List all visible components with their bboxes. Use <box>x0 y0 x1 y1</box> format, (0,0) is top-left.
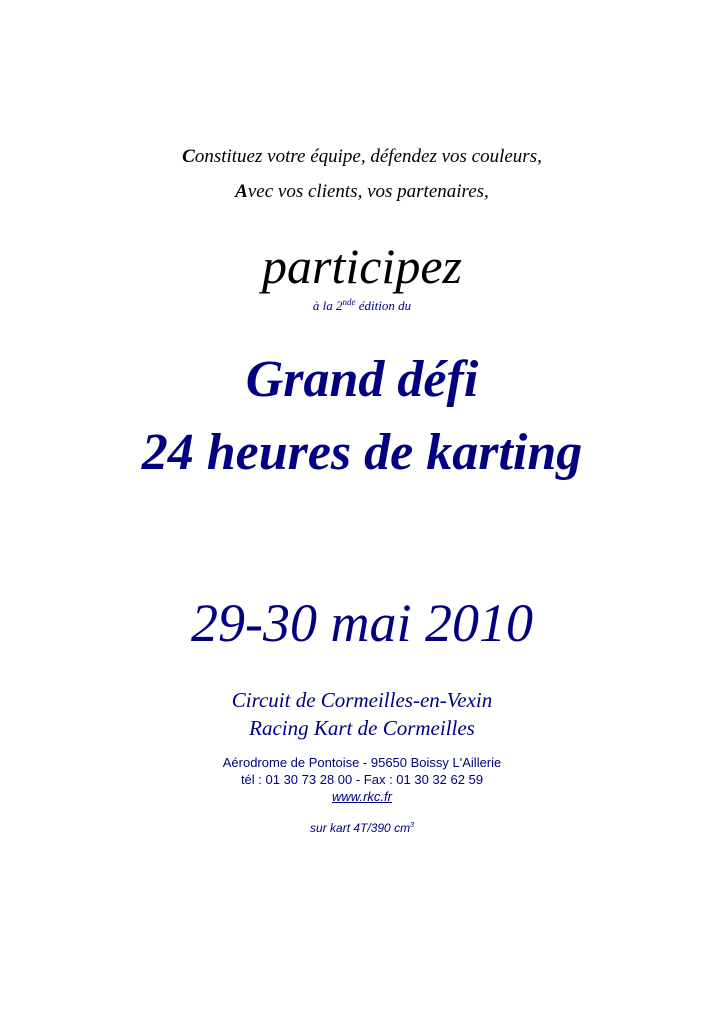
edition-suffix: édition du <box>355 298 412 313</box>
website-link[interactable]: www.rkc.fr <box>332 789 392 804</box>
kart-note <box>0 821 724 835</box>
edition-superscript: nde <box>342 297 356 307</box>
edition-prefix: à la 2 <box>312 298 343 313</box>
phone-fax-line: tél : 01 30 73 28 00 - Fax : 01 30 32 62 59 <box>240 772 484 787</box>
event-title-line-1: Grand défi <box>245 351 479 408</box>
intro-line-1 <box>0 146 724 168</box>
intro-line-1-text: onstituez votre équipe, défendez vos couleurs, <box>194 146 542 167</box>
event-title-line-2: 24 heures de karting <box>141 424 583 481</box>
edition-line <box>0 297 724 314</box>
kart-note-text: sur kart 4T/390 cm <box>310 821 411 835</box>
intro-line-2 <box>0 181 724 203</box>
circuit-name: Circuit de Cormeilles-en-Vexin <box>231 688 493 712</box>
intro-line-2-text: vec vos clients, vos partenaires, <box>247 181 489 202</box>
intro-line-2-initial: A <box>235 181 248 202</box>
club-name: Racing Kart de Cormeilles <box>249 716 475 740</box>
call-to-action-heading: participez <box>262 238 462 294</box>
address-line: Aérodrome de Pontoise - 95650 Boissy L'Aillerie <box>222 755 502 770</box>
event-date: 29-30 mai 2010 <box>191 593 533 653</box>
kart-note-superscript: 3 <box>410 822 414 829</box>
intro-line-1-initial: C <box>182 146 195 167</box>
